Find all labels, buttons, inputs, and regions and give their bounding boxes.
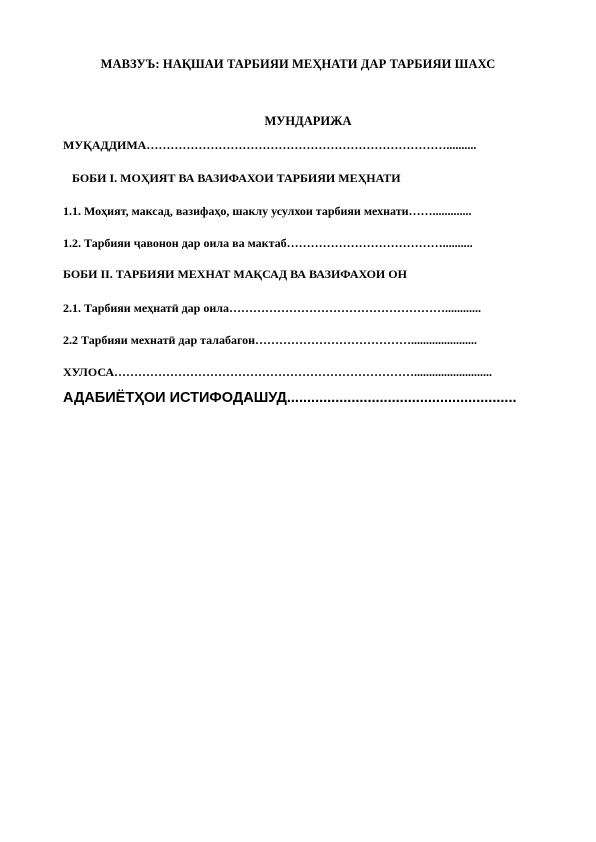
toc-entry-section-2-1: 2.1. Тарбияи меҳнатӣ дар оила………………………………………………............ xyxy=(63,301,482,315)
toc-heading: МУНДАРИЖА xyxy=(264,114,352,128)
toc-entry-section-1-1: 1.1. Моҳият, максад, вазифаҳо, шаклу усулхои тарбияи мехнати……............. xyxy=(63,204,472,218)
toc-entry-section-1-2: 1.2. Тарбияи ҷавонон дар оила ва мактаб………………………………….......... xyxy=(63,236,473,250)
toc-entry-conclusion: ХУЛОСА………………………………………………………………….......................... xyxy=(63,365,493,379)
toc-entry-references: АДАБИЁТҲОИ ИСТИФОДАШУД......................................................... xyxy=(63,390,517,406)
toc-entry-chapter-2: БОБИ II. ТАРБИЯИ МЕХНАТ МАҚСАД ВА ВАЗИФАХОИ ОН xyxy=(63,267,407,281)
toc-entry-introduction: МУҚАДДИМА………………………………………………………………….......... xyxy=(63,138,477,152)
toc-entry-chapter-1: БОБИ I. МОҲИЯТ ВА ВАЗИФАХОИ ТАРБИЯИ МЕҲНАТИ xyxy=(72,171,401,185)
document-topic: МАВЗУЪ: НАҚШАИ ТАРБИЯИ МЕҲНАТИ ДАР ТАРБИЯИ ШАХС xyxy=(100,57,496,71)
toc-entry-section-2-2: 2.2 Тарбияи мехнатӣ дар талабагон…………………………………...................... xyxy=(63,333,478,347)
